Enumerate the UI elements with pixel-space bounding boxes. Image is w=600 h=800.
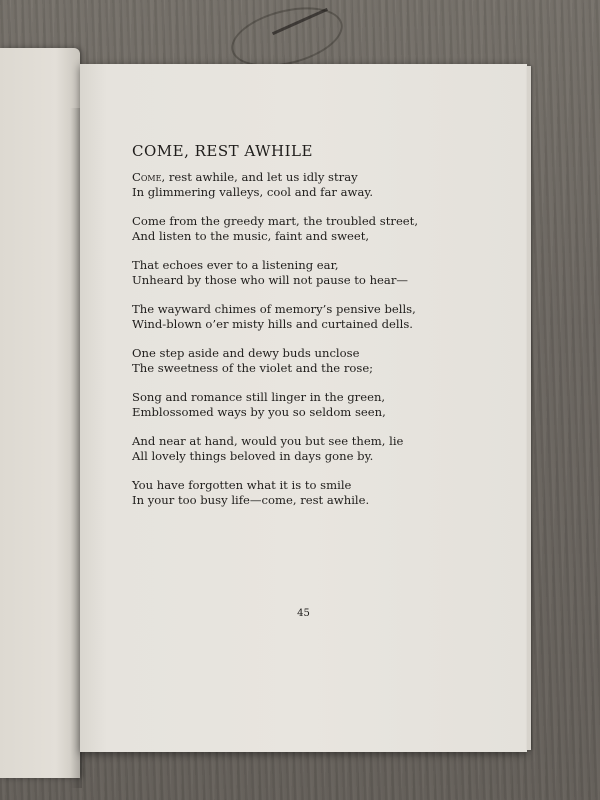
left-page: [0, 48, 80, 778]
poem-line: Wind-blown o’er misty hills and curtained dells.: [132, 317, 413, 331]
poem-line: In glimmering valleys, cool and far away.: [132, 185, 374, 199]
poem-line: And near at hand, would you but see them, lie: [132, 434, 404, 448]
poem-line: Emblossomed ways by you so seldom seen,: [132, 405, 386, 419]
page-number: 45: [297, 608, 310, 619]
poem-line: One step aside and dewy buds unclose: [132, 346, 360, 360]
poem-line: Unheard by those who will not pause to hear—: [132, 273, 408, 287]
first-word: Come: [132, 170, 162, 184]
first-line-rest: , rest awhile, and let us idly stray: [161, 170, 358, 184]
poem-line: All lovely things beloved in days gone by.: [132, 449, 374, 463]
poem-line: The wayward chimes of memory’s pensive bells,: [132, 302, 416, 316]
stanza: [132, 346, 472, 376]
stanza: [132, 478, 472, 508]
poem-line: [132, 170, 472, 185]
stanza: [132, 390, 472, 420]
stanza: [132, 170, 472, 200]
poem-line: Come from the greedy mart, the troubled street,: [132, 214, 419, 228]
poem-line: The sweetness of the violet and the rose;: [132, 361, 374, 375]
poem-line: Song and romance still linger in the green,: [132, 390, 386, 404]
stanza: [132, 302, 472, 332]
stanza: [132, 258, 472, 288]
book-page: [80, 64, 527, 752]
poem-line: That echoes ever to a listening ear,: [132, 258, 339, 272]
poem-line: In your too busy life—come, rest awhile.: [132, 493, 370, 507]
stanza: [132, 214, 472, 244]
poem-title: COME, REST AWHILE: [132, 142, 313, 160]
poem: [132, 142, 472, 522]
stanza: [132, 434, 472, 464]
poem-line: And listen to the music, faint and sweet,: [132, 229, 370, 243]
poem-line: You have forgotten what it is to smile: [132, 478, 352, 492]
